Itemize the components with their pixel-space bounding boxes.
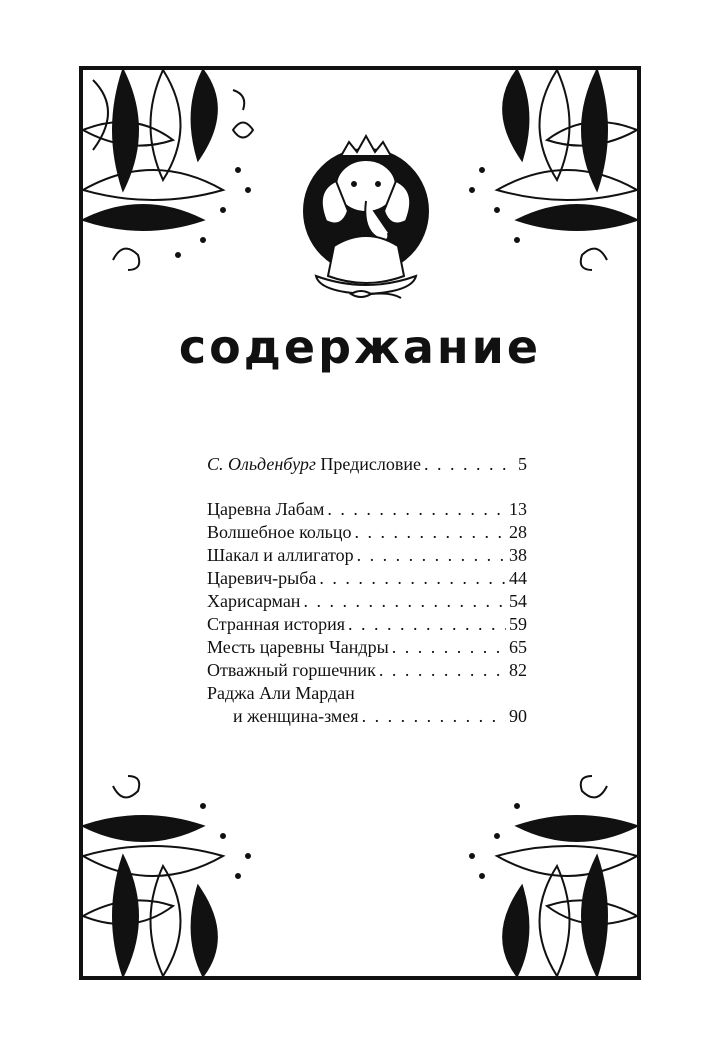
dot-leader xyxy=(392,637,506,658)
dot-leader xyxy=(355,522,506,543)
toc-entry-title: Царевич-рыба xyxy=(207,568,317,588)
toc-page-number: 5 xyxy=(518,454,527,474)
toc-entry-title: Царевна Лабам xyxy=(207,499,325,519)
dot-leader xyxy=(379,660,506,681)
dot-leader xyxy=(362,706,506,727)
dot-leader xyxy=(327,499,506,520)
toc-entry-title: Волшебное кольцо xyxy=(207,522,352,542)
toc-entry-title: Раджа Али Мардан xyxy=(207,683,355,703)
toc-gap xyxy=(207,477,527,499)
mandala-corner-ornament xyxy=(83,70,273,300)
toc-page-number: 28 xyxy=(509,522,527,542)
toc-page-number: 38 xyxy=(509,545,527,565)
toc-page-number: 65 xyxy=(509,637,527,657)
toc-entry xyxy=(207,614,527,637)
preface-title: Предисловие xyxy=(320,454,422,474)
toc-entry-title: Отважный горшечник xyxy=(207,660,376,680)
toc-entry-line2 xyxy=(207,706,527,729)
toc-entry xyxy=(207,522,527,545)
toc-entry xyxy=(207,660,527,683)
toc-entry-title: Шакал и аллигатор xyxy=(207,545,354,565)
toc-entry-line1 xyxy=(207,683,527,706)
toc-page-number: 54 xyxy=(509,591,527,611)
toc-page-number: 44 xyxy=(509,568,527,588)
toc-entry-title-continued: и женщина-змея xyxy=(233,706,359,726)
toc-entry xyxy=(207,637,527,660)
toc-preface xyxy=(207,454,527,477)
dot-leader xyxy=(424,454,515,475)
toc-entry xyxy=(207,499,527,522)
table-of-contents xyxy=(207,454,527,729)
page-title: содержание xyxy=(178,320,542,374)
dot-leader xyxy=(348,614,506,635)
page-frame xyxy=(79,66,641,980)
toc-entry-title: Месть царевны Чандры xyxy=(207,637,389,657)
toc-page-number: 90 xyxy=(509,706,527,726)
toc-entry xyxy=(207,545,527,568)
toc-entry-title: Харисарман xyxy=(207,591,301,611)
dot-leader xyxy=(319,568,506,589)
mandala-corner-ornament xyxy=(447,70,637,300)
mandala-corner-ornament xyxy=(83,746,273,976)
preface-author: С. Ольденбург xyxy=(207,454,316,474)
toc-page-number: 59 xyxy=(509,614,527,634)
toc-entry xyxy=(207,568,527,591)
toc-page-number: 13 xyxy=(509,499,527,519)
ganesha-illustration xyxy=(296,126,436,306)
toc-entry xyxy=(207,591,527,614)
toc-entry-title: Странная история xyxy=(207,614,346,634)
dot-leader xyxy=(303,591,506,612)
mandala-corner-ornament xyxy=(447,746,637,976)
dot-leader xyxy=(357,545,506,566)
toc-page-number: 82 xyxy=(509,660,527,680)
toc-entry-title xyxy=(207,454,421,475)
